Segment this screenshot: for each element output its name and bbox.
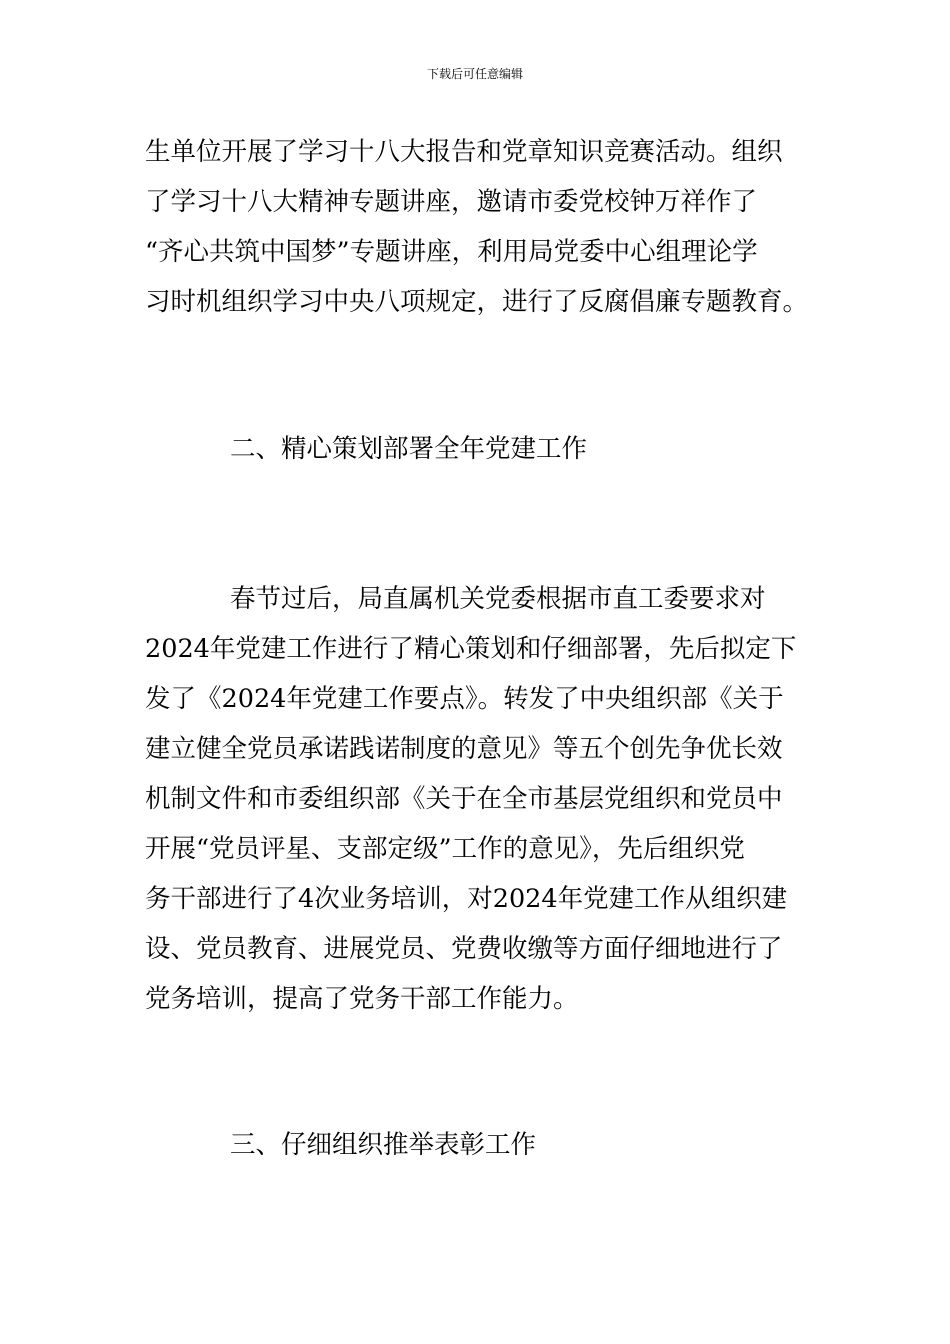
paragraph-2-line: 党务培训，提高了党务干部工作能力。 — [145, 984, 579, 1014]
paragraph-2-line: 建立健全党员承诺践诺制度的意见》等五个创先争优长效 — [145, 734, 783, 764]
section-heading-2: 二、精心策划部署全年党建工作 — [230, 434, 588, 464]
paragraph-2-line: 春节过后，局直属机关党委根据市直工委要求对 — [230, 584, 766, 614]
paragraph-1-line: 生单位开展了学习十八大报告和党章知识竞赛活动。组织 — [145, 137, 783, 167]
page-header: 下载后可任意编辑 — [426, 67, 523, 81]
paragraph-2-line: 发了《2024年党建工作要点》。转发了中央组织部《关于 — [145, 684, 784, 714]
paragraph-2-line: 2024年党建工作进行了精心策划和仔细部署，先后拟定下 — [145, 634, 797, 664]
paragraph-2-line: 开展“党员评星、支部定级”工作的意见》，先后组织党 — [145, 834, 745, 864]
paragraph-1-line: 了学习十八大精神专题讲座，邀请市委党校钟万祥作了 — [145, 187, 758, 217]
paragraph-2-line: 务干部进行了4次业务培训，对2024年党建工作从组织建 — [145, 884, 788, 914]
paragraph-2-line: 设、党员教育、进展党员、党费收缴等方面仔细地进行了 — [145, 934, 783, 964]
paragraph-2-line: 机制文件和市委组织部《关于在全市基层党组织和党员中 — [145, 784, 783, 814]
paragraph-1-line: “齐心共筑中国梦”专题讲座，利用局党委中心组理论学 — [145, 237, 758, 267]
section-heading-3: 三、仔细组织推举表彰工作 — [230, 1130, 537, 1160]
paragraph-1-line: 习时机组织学习中央八项规定，进行了反腐倡廉专题教育。 — [145, 287, 809, 317]
